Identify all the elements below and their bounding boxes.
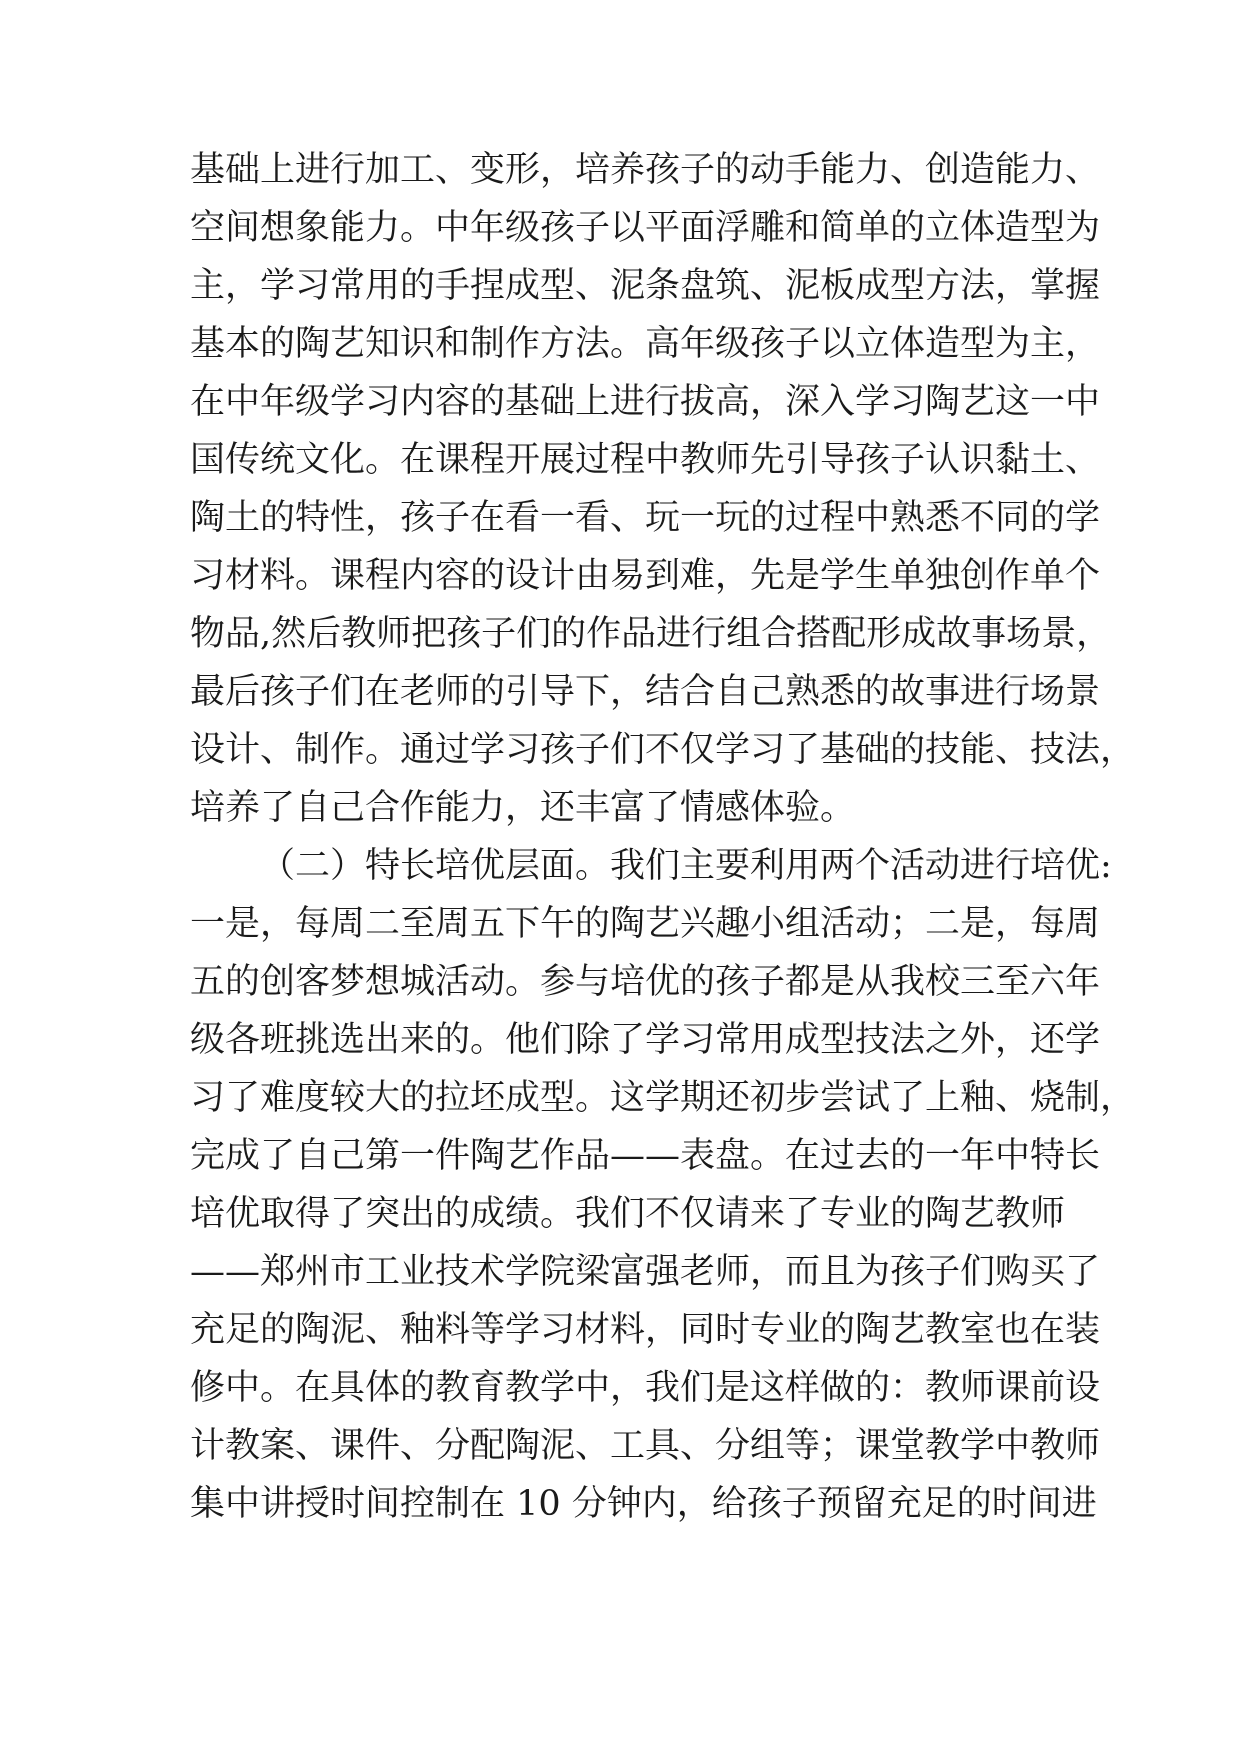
text-line: 一是，每周二至周五下午的陶艺兴趣小组活动；二是，每周 xyxy=(190,904,1101,944)
text-line: 五的创客梦想城活动。参与培优的孩子都是从我校三至六年 xyxy=(190,962,1101,1002)
section-heading-line: （二）特长培优层面。我们主要利用两个活动进行培优: xyxy=(260,846,1112,886)
text-line: 空间想象能力。中年级孩子以平面浮雕和简单的立体造型为 xyxy=(190,208,1101,248)
text-line: 物品,然后教师把孩子们的作品进行组合搭配形成故事场景， xyxy=(190,614,1112,654)
text-line: 计教案、课件、分配陶泥、工具、分组等；课堂教学中教师 xyxy=(190,1426,1101,1466)
text-line: 培优取得了突出的成绩。我们不仅请来了专业的陶艺教师 xyxy=(190,1194,1066,1234)
text-line: 集中讲授时间控制在 10 分钟内，给孩子预留充足的时间进 xyxy=(190,1484,1097,1524)
text-line: 修中。在具体的教育教学中，我们是这样做的：教师课前设 xyxy=(190,1368,1101,1408)
text-line: 级各班挑选出来的。他们除了学习常用成型技法之外，还学 xyxy=(190,1020,1101,1060)
text-line: 主，学习常用的手捏成型、泥条盘筑、泥板成型方法，掌握 xyxy=(190,266,1101,306)
text-line: 陶土的特性，孩子在看一看、玩一玩的过程中熟悉不同的学 xyxy=(190,498,1101,538)
text-line: 国传统文化。在课程开展过程中教师先引导孩子认识黏土、 xyxy=(190,440,1101,480)
text-line: 培养了自己合作能力，还丰富了情感体验。 xyxy=(190,788,856,828)
text-line: 习了难度较大的拉坯成型。这学期还初步尝试了上釉、烧制， xyxy=(190,1078,1136,1118)
text-line: 设计、制作。通过学习孩子们不仅学习了基础的技能、技法， xyxy=(190,730,1136,770)
text-line: 最后孩子们在老师的引导下，结合自己熟悉的故事进行场景 xyxy=(190,672,1101,712)
text-line: 习材料。课程内容的设计由易到难，先是学生单独创作单个 xyxy=(190,556,1101,596)
text-line: 在中年级学习内容的基础上进行拔高，深入学习陶艺这一中 xyxy=(190,382,1101,422)
text-line: 基础上进行加工、变形，培养孩子的动手能力、创造能力、 xyxy=(190,150,1101,190)
text-line: ——郑州市工业技术学院梁富强老师，而且为孩子们购买了 xyxy=(190,1252,1101,1292)
text-line: 充足的陶泥、釉料等学习材料，同时专业的陶艺教室也在装 xyxy=(190,1310,1101,1350)
text-line: 完成了自己第一件陶艺作品——表盘。在过去的一年中特长 xyxy=(190,1136,1101,1176)
text-line: 基本的陶艺知识和制作方法。高年级孩子以立体造型为主， xyxy=(190,324,1101,364)
